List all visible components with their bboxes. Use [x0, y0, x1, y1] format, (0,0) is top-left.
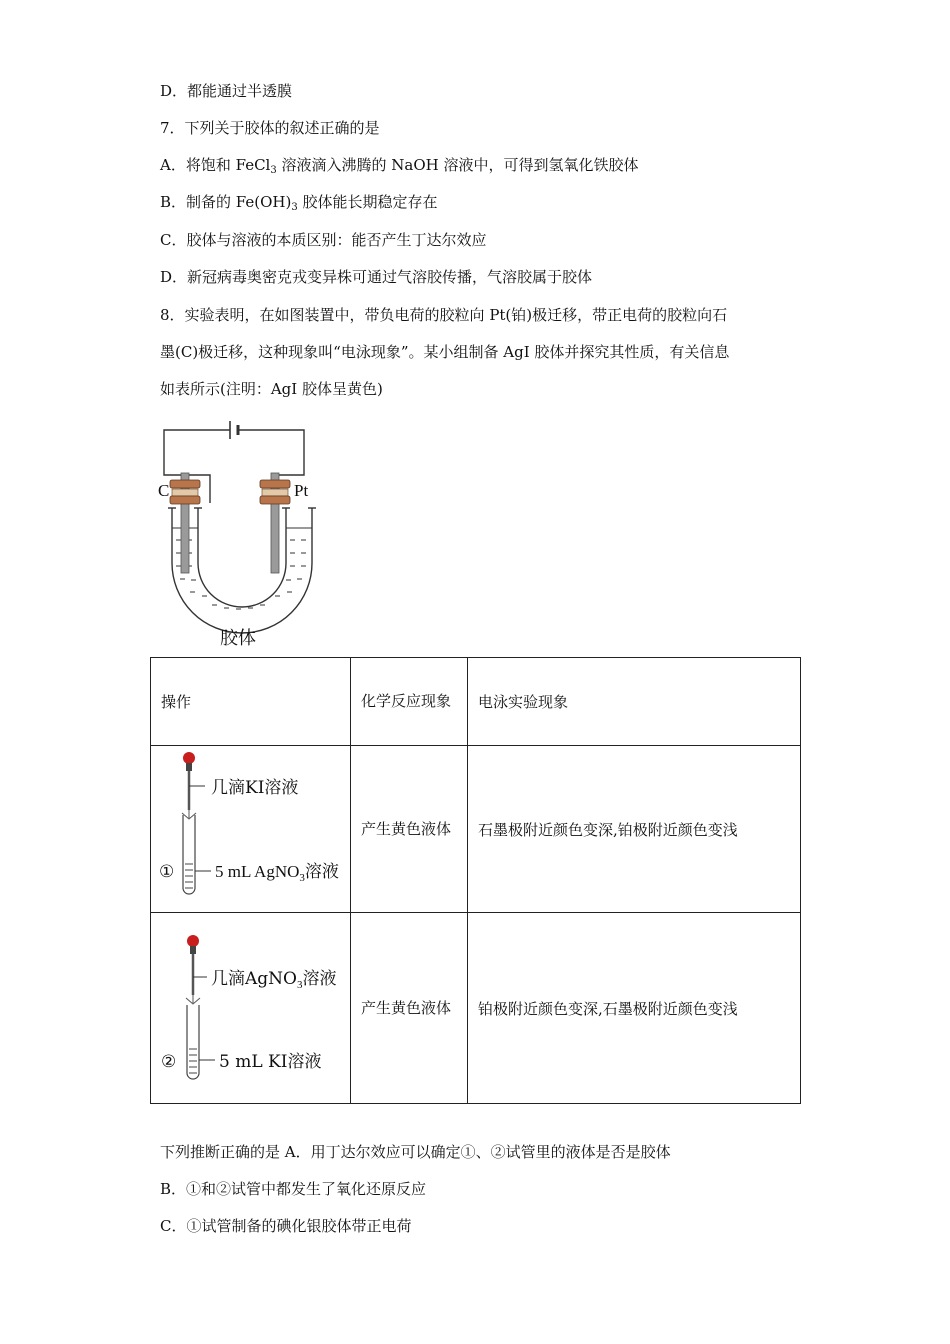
option-d-q6: D．都能通过半透膜	[160, 82, 293, 100]
q7-option-c: C．胶体与溶液的本质区别：能否产生丁达尔效应	[160, 231, 487, 249]
electro-cell-2: 铂极附近颜色变深,石墨极附近颜色变浅	[468, 913, 801, 1104]
tube-number-1: ①	[159, 862, 175, 882]
table-header-row	[151, 658, 801, 746]
drop-label-2: 几滴AgNO$_3$溶液	[211, 969, 337, 991]
question-7-stem: 7．下列关于胶体的叙述正确的是	[160, 119, 380, 137]
header-reaction: 化学反应现象	[351, 658, 468, 746]
dropper-tube-figure-2	[151, 913, 350, 1099]
header-electrophoresis: 电泳实验现象	[468, 658, 801, 746]
label-pt: Pt	[294, 481, 309, 500]
q7-option-b: B．制备的 $Fe(OH)_3$ 胶体能长期稳定存在	[160, 193, 438, 213]
question-8-stem-1: 8．实验表明，在如图装置中，带负电荷的胶粒向 Pt(铂)极迁移，带正电荷的胶粒向石	[160, 306, 728, 324]
q7-option-d: D．新冠病毒奥密克戎变异株可通过气溶胶传播，气溶胶属于胶体	[160, 268, 593, 286]
table-row	[151, 746, 801, 913]
electrophoresis-diagram	[150, 418, 330, 658]
header-operation: 操作	[151, 658, 351, 746]
dropper-bulb	[187, 935, 199, 947]
question-8-stem-3: 如表所示(注明：AgI 胶体呈黄色)	[160, 380, 383, 398]
tube-number-2: ②	[161, 1052, 177, 1072]
question-8-stem-2: 墨(C)极迁移，这种现象叫“电泳现象”。某小组制备 AgI 胶体并探究其性质，有关信息	[160, 343, 730, 361]
reaction-cell-2: 产生黄色液体	[351, 913, 468, 1104]
operation-cell-1	[151, 746, 351, 913]
q8-option-c: C．①试管制备的碘化银胶体带正电荷	[160, 1217, 412, 1235]
drop-label-1: 几滴KI溶液	[211, 778, 299, 798]
dropper-bulb	[183, 752, 195, 764]
q8-option-b: B．①和②试管中都发生了氧化还原反应	[160, 1180, 427, 1198]
reaction-cell-1: 产生黄色液体	[351, 746, 468, 913]
experiment-table	[150, 657, 801, 1104]
tube-label-1: 5 mL AgNO$_3$溶液	[215, 862, 339, 884]
table-row	[151, 913, 801, 1104]
electro-cell-1: 石墨极附近颜色变深,铂极附近颜色变浅	[468, 746, 801, 913]
q8-option-a: 下列推断正确的是 A．用丁达尔效应可以确定①、②试管里的液体是否是胶体	[160, 1143, 671, 1161]
q7-option-a: A．将饱和 FeCl$_3$ 溶液滴入沸腾的 NaOH 溶液中，可得到氢氧化铁胶体	[160, 156, 639, 176]
dropper-tube-figure-1	[151, 746, 350, 908]
operation-cell-2	[151, 913, 351, 1104]
label-c: C	[158, 481, 170, 500]
diagram-caption: 胶体	[220, 628, 256, 649]
tube-label-2: 5 mL KI溶液	[219, 1052, 322, 1072]
